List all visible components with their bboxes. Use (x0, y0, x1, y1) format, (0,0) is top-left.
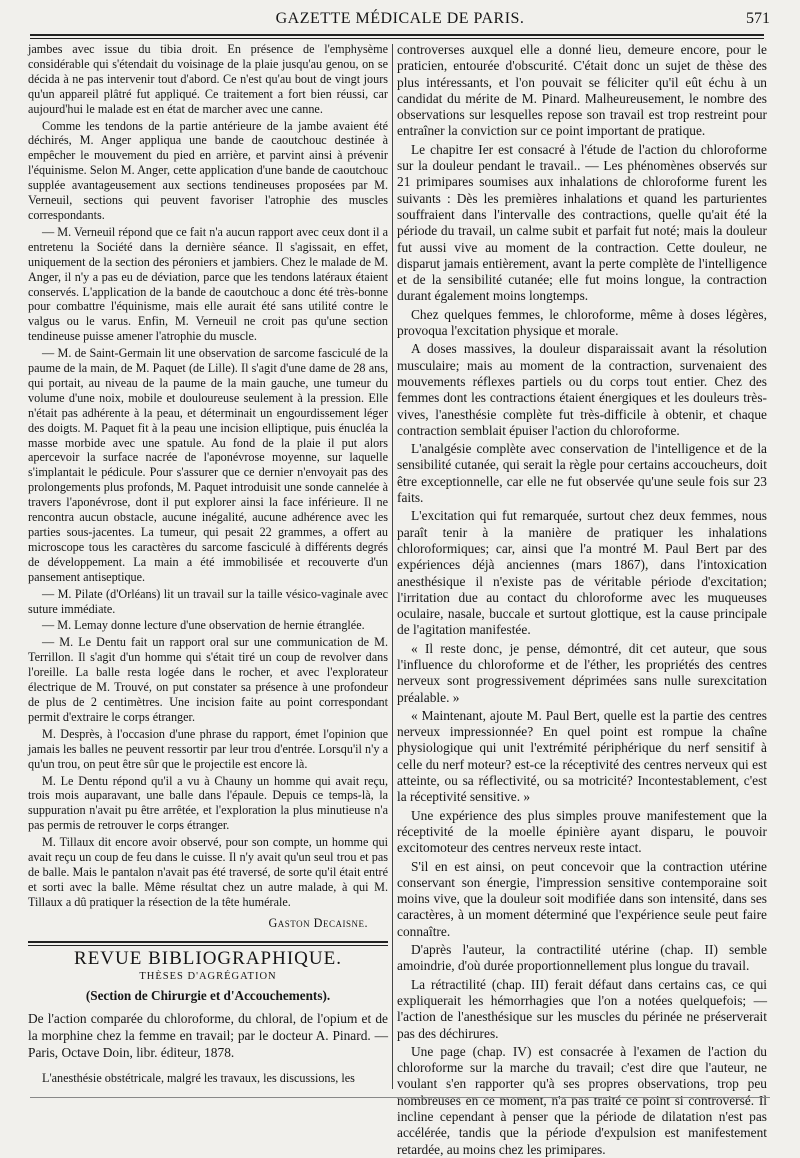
paragraph: M. Le Dentu répond qu'il a vu à Chauny un homme qui avait reçu, trois mois auparavant, une balle dans l'épaule. Depuis ce temps-là, la suppuration n'avait pu être arrêtée, et l'exploration la plus minutieuse n'a pas permis de retrouver le corps étranger. (28, 773, 388, 833)
paragraph: M. Desprès, à l'occasion d'une phrase du rapport, émet l'opinion que jamais les balles ne peuvent ressortir par leur trou d'entrée. Lorsqu'il n'y a qu'un trou, on peut être sûr que le projectile est encore là. (28, 726, 388, 771)
review-subtitle: THÈSES D'AGRÉGATION (139, 971, 277, 983)
header-rule (30, 34, 764, 39)
paragraph: M. Tillaux dit encore avoir observé, pour son compte, un homme qui avait reçu un coup de feu dans le cuisse. Il n'y avait qu'un seul trou et pas de balle. Mais le pantalon n'avait pas été traversé, de sorte qu'il était entré et sorti avec la balle. Même résultat chez un autre malade, à qui M. Tillaux a dû pratiquer la résection de la tête humérale. (28, 835, 388, 909)
paragraph: — M. Pilate (d'Orléans) lit un travail sur la taille vésico-vaginale avec suture immédiate. (28, 586, 388, 616)
paragraph: La rétractilité (chap. III) ferait défaut dans certains cas, ce qui expliquerait les hémorrhagies que l'on a notées quelquefois; — l'action de l'anesthésique sur les muscles du périnée ne préserverait pas des déchirures. (397, 976, 767, 1041)
author-signature: Gaston Decaisne. (268, 915, 368, 930)
reviewed-work-citation: De l'action comparée du chloroforme, du chloral, de l'opium et de la morphine chez la femme en travail; par le docteur A. Pinard. — Paris, Octave Doin, libr. éditeur, 1878. (28, 1011, 388, 1061)
footer-rule (30, 1097, 770, 1098)
page-number: 571 (746, 10, 770, 27)
paragraph: — M. Lemay donne lecture d'une observation de hernie étranglée. (42, 618, 365, 633)
journal-title: GAZETTE MÉDICALE DE PARIS. (275, 10, 525, 27)
paragraph: Une page (chap. IV) est consacrée à l'examen de l'action du chloroforme sur la marche du travail; c'est dire que l'auteur, ne voulant s'en rapporter qu'à ses propres observations, trop peu nombreuses en ce moment, n'a pas traité ce point si controversé. Il incline cependant à penser que la période de dilatation n'est pas accélérée, tandis que la période d'expulsion est manifestement retardée, au moins chez les primipares. (397, 1043, 767, 1157)
paragraph: S'il en est ainsi, on peut concevoir que la contraction utérine conservant son énergie, l'impression sensitive contemporaine soit moins vive, que la douleur soit modifiée dans son intensité, dans ses caractères, à un moment déterminé que l'expérience seule peut faire connaître. (397, 858, 767, 939)
paragraph: — M. Verneuil répond que ce fait n'a aucun rapport avec ceux dont il a entretenu la Société dans la dernière séance. Il s'agissait, en effet, uniquement de la section des péroniers et jambiers. Chez le malade de M. Anger, il n'y a pas eu de déviation, parce que les tendons latéraux étaient conservés. L'application de la bande de caoutchouc a donc été très-bonne pour combattre l'équinisme, mais elle aurait été sans utilité contre le valgus ou le varus. Enfin, M. Verneuil ne croit pas qu'une section tendineuse puisse amener l'atrophie du muscle. (28, 224, 388, 344)
paragraph: L'excitation qui fut remarquée, surtout chez deux femmes, nous paraît tenir à la manière de pratiquer les inhalations chloroformiques; car, ainsi que l'a montré M. Paul Bert par des expériences déjà anciennes (mars 1867), dans l'intoxication anesthésique il n'existe pas de véritable période d'excitation; l'irritation due au contact du chloroforme avec les muqueuses oculaire, nasale, buccale et surtout glottique, est la cause principale de l'agitation manifestée. (397, 508, 767, 638)
paragraph: controverses auxquel elle a donné lieu, demeure encore, pour le praticien, entourée d'obscurité. C'était donc un sujet de thèse des plus intéressants, et l'on pouvait se féliciter qu'il eût échu à un candidat du mérite de M. Pinard. Malheureusement, le nombre des observations sur lesquelles repose son travail est trop restreint pour entraîner la conviction sur ce point important de pratique. (397, 42, 767, 139)
paragraph: Comme les tendons de la partie antérieure de la jambe avaient été déchirés, M. Anger appliqua une bande de caoutchouc destinée à empêcher le mouvement du pied en arrière, et parvint ainsi à prévenir l'équinisme. Selon M. Anger, cette application d'une bande de caoutchouc supplée avantageusement aux sections tendineuses proposées par M. Verneuil, sections qui peuvent favoriser l'atrophie des muscles correspondants. (28, 118, 388, 222)
paragraph: L'analgésie complète avec conservation de l'intelligence et de la sensibilité cutanée, qui serait la règle pour certains accoucheurs, doit être exceptionnelle, car elle ne fut observée qu'une seule fois sur 23 faits. (397, 441, 767, 506)
paragraph: « Maintenant, ajoute M. Paul Bert, quelle est la partie des centres nerveux impressionnée? En quel point est rompue la chaîne physiologique qui unit l'extrémité périphérique du nerf sensitif à celle du nerf moteur? est-ce la réceptivité des centres nerveux qui est atteinte, ou sa réflectivité, ou sa motricité? Incontestablement, c'est la réceptivité sensitive. » (397, 707, 767, 805)
running-head (30, 6, 770, 30)
section-rule (28, 941, 388, 946)
paragraph: A doses massives, la douleur disparaissait avant la résolution musculaire; mais au moment de la contraction, survenaient des mouvements réflexes partiels ou du corps tout entier. Chez des femmes dont les contractions étaient énergiques et les douleurs très-vives, l'anesthésie complète fut très-difficile à obtenir, et chaque contraction semblait épuiser l'action du chloroforme. (397, 341, 767, 438)
review-opening: L'anesthésie obstétricale, malgré les travaux, les discussions, les (42, 1071, 355, 1086)
right-column (397, 42, 767, 1157)
paragraph: — M. Le Dentu fait un rapport oral sur une communication de M. Terrillon. Il s'agit d'un homme qui s'était tiré un coup de revolver dans l'oreille. La balle resta logée dans le rocher, et avec l'explorateur électrique de M. Trouvé, on put constater sa présence à une profondeur de plus de 2 centimètres. Une incision faite au point correspondant permit d'extraire le corps étranger. (28, 635, 388, 724)
paragraph: « Il reste donc, je pense, démontré, dit cet auteur, que sous l'influence du chloroforme et de l'éther, les propriétés des centres nerveux sont progressivement déprimées sans nulle surexcitation préalable. » (397, 640, 767, 705)
review-section-heading: (Section de Chirurgie et d'Accouchements). (85, 988, 331, 1004)
paragraph: Une expérience des plus simples prouve manifestement que la réceptivité de la moelle épinière ayant disparu, le pouvoir excitomoteur des centres nerveux reste intact. (397, 807, 767, 856)
paragraph: — M. de Saint-Germain lit une observation de sarcome fasciculé de la paume de la main, de M. Paquet (de Lille). Il s'agit d'une dame de 28 ans, qui portait, au niveau de la paume de la main gauche, une tumeur du volume d'une noix, mobile et douloureuse seulement à la pression. Elle n'était pas adhérente à la peau, et déterminait un engourdissement léger des doigts. M. Paquet fit à la peau une incision elliptique, puis énucléa la masse morbide avec une spatule. Au fond de la plaie il put alors apercevoir la surface nacrée de l'aponévrose moyenne, sur laquelle s'implantait le pédicule. Pour s'assurer que ce dernier n'envoyait pas des prolongements plus profonds, M. Paquet introduisit une sonde cannelée à travers l'aponévrose, dont il put explorer ainsi la face inférieure. Il ne rencontra aucun obstacle, aucune inégalité, aucune adhérence avec les parties sous-jacentes. La tumeur, qui pesait 22 grammes, a offert au microscope tous les caractères du sarcome fasciculé à différents degrés de développement. La main a été immobilisée et recouverte d'un pansement antiseptique. (28, 346, 388, 584)
column-divider (392, 44, 393, 1089)
paragraph: Le chapitre Ier est consacré à l'étude de l'action du chloroforme sur la douleur pendant le travail.. — Les phénomènes observés sur 21 primipares soumises aux inhalations de chloroforme furent les suivants : Dès les premières inhalations et quand les parturientes souffraient dans l'intervalle des contractions, quelle qu'ait été la période du travail, un calme subit et parfait fut noté; mais la douleur fut aussi vive au moment de la contraction. Cette douleur, ne disparut jamais entièrement, avant la perte complète de l'intelligence et de la sensibilité cutanée; elle fut moins longue, la contraction durant également moins longtemps. (397, 141, 767, 304)
review-title: REVUE BIBLIOGRAPHIQUE. (74, 947, 342, 969)
paragraph: jambes avec issue du tibia droit. En présence de l'emphysème considérable qui s'étendait du voisinage de la plaie jusqu'au genou, on se décida à ne pas intervenir tout d'abord. Ce n'est qu'au bout de vingt jours qu'un appareil plâtré fut appliqué. Ce traitement a fort bien réussi, car aujourd'hui le malade est en état de marcher avec une canne. (28, 42, 388, 116)
paragraph: D'après l'auteur, la contractilité utérine (chap. II) semble amoindrie, d'où durée proportionnellement plus longue du travail. (397, 942, 767, 974)
left-column (28, 42, 388, 1137)
paragraph: Chez quelques femmes, le chloroforme, même à doses légères, provoqua l'excitation physique et morale. (397, 306, 767, 339)
